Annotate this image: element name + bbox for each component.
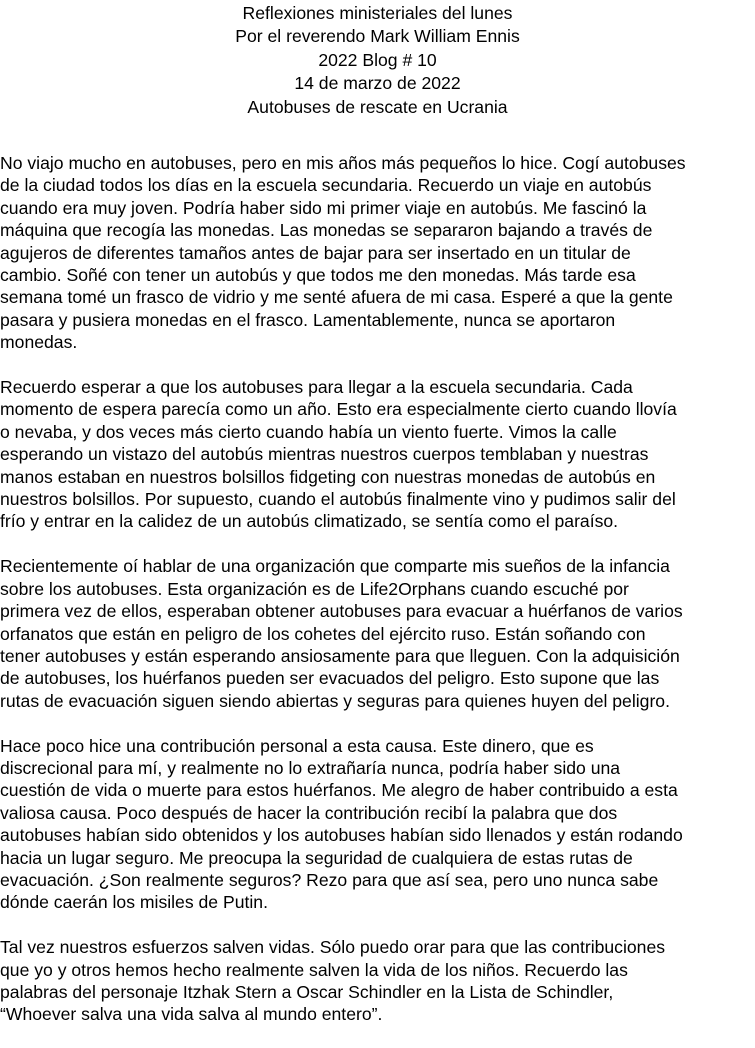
text-line: Recientemente oí hablar de una organización que comparte mis sueños de la infancia xyxy=(0,556,670,577)
text-line: de la ciudad todos los días en la escuela secundaria. Recuerdo un viaje en autobús xyxy=(0,175,652,196)
text-line: Tal vez nuestros esfuerzos salven vidas. Sólo puedo orar para que las contribuciones xyxy=(0,937,666,958)
text-line: que yo y otros hemos hecho realmente salven la vida de los niños. Recuerdo las xyxy=(0,959,628,980)
text-line: Hace poco hice una contribución personal a esta causa. Este dinero, que es xyxy=(0,735,594,756)
paragraph-2 xyxy=(0,376,755,533)
text-line: No viajo mucho en autobuses, pero en mis años más pequeños lo hice. Cogí autobuses xyxy=(0,153,686,173)
text-line: cuestión de vida o muerte para estos huérfanos. Me alegro de haber contribuido a esta xyxy=(0,780,678,801)
text-line: de autobuses, los huérfanos pueden ser evacuados del peligro. Esto supone que las xyxy=(0,668,660,689)
document-body xyxy=(0,152,755,1048)
text-line: máquina que recogía las monedas. Las monedas se separaron bajando a través de xyxy=(0,220,653,241)
text-line: agujeros de diferentes tamaños antes de bajar para ser insertado en un titular de xyxy=(0,242,631,263)
text-line: primera vez de ellos, esperaban obtener autobuses para evacuar a huérfanos de varios xyxy=(0,601,683,622)
text-line: evacuación. ¿Son realmente seguros? Rezo para que así sea, pero uno nunca sabe xyxy=(0,869,659,890)
text-line: esperando un vistazo del autobús mientras nuestros cuerpos temblaban y nuestras xyxy=(0,444,649,465)
text-line: tener autobuses y están esperando ansiosamente para que lleguen. Con la adquisición xyxy=(0,645,680,666)
text-line: pasara y pusiera monedas en el frasco. Lamentablemente, nunca se aportaron xyxy=(0,309,616,330)
header-post-title: Autobuses de rescate en Ucrania xyxy=(247,96,508,117)
text-line: cuando era muy joven. Podría haber sido mi primer viaje en autobús. Me fascinó la xyxy=(0,197,647,218)
text-line: palabras del personaje Itzhak Stern a Oscar Schindler en la Lista de Schindler, xyxy=(0,981,614,1002)
text-line: dónde caerán los misiles de Putin. xyxy=(0,892,268,913)
text-line: o nevaba, y dos veces más cierto cuando había un viento fuerte. Vimos la calle xyxy=(0,421,617,442)
header-blog-number: 2022 Blog # 10 xyxy=(318,49,437,70)
text-line: valiosa causa. Poco después de hacer la contribución recibí la palabra que dos xyxy=(0,802,618,823)
header-date: 14 de marzo de 2022 xyxy=(294,73,461,94)
text-line: orfanatos que están en peligro de los cohetes del ejército ruso. Están soñando con xyxy=(0,623,646,644)
paragraph-4 xyxy=(0,735,755,914)
header-author: Por el reverendo Mark William Ennis xyxy=(235,26,520,47)
text-line: cambio. Soñé con tener un autobús y que todos me den monedas. Más tarde esa xyxy=(0,265,636,286)
text-line: frío y entrar en la calidez de un autobús climatizado, se sentía como el paraíso. xyxy=(0,511,619,532)
text-line: manos estaban en nuestros bolsillos fidgeting con nuestras monedas de autobús en xyxy=(0,466,656,487)
text-line: monedas. xyxy=(0,332,78,353)
text-line: discrecional para mí, y realmente no lo extrañaría nunca, podría haber sido una xyxy=(0,757,621,778)
text-line: sobre los autobuses. Esta organización es de Life2Orphans cuando escuché por xyxy=(0,578,629,599)
paragraph-3 xyxy=(0,555,755,712)
text-line: nuestros bolsillos. Por supuesto, cuando el autobús finalmente vino y pudimos salir del xyxy=(0,489,676,510)
text-line: semana tomé un frasco de vidrio y me senté afuera de mi casa. Esperé a que la gente xyxy=(0,287,673,308)
text-line: autobuses habían sido obtenidos y los autobuses habían sido llenados y están rodando xyxy=(0,825,683,846)
header-title: Reflexiones ministeriales del lunes xyxy=(242,3,513,23)
paragraph-1 xyxy=(0,152,755,354)
text-line: hacia un lugar seguro. Me preocupa la seguridad de cualquiera de estas rutas de xyxy=(0,847,633,868)
text-line: rutas de evacuación siguen siendo abiertas y seguras para quienes huyen del peligro. xyxy=(0,690,670,711)
document-header xyxy=(0,2,755,119)
paragraph-5 xyxy=(0,936,755,1026)
text-line: “Whoever salva una vida salva al mundo entero”. xyxy=(0,1004,383,1025)
text-line: momento de espera parecía como un año. Esto era especialmente cierto cuando llovía xyxy=(0,399,677,420)
text-line: Recuerdo esperar a que los autobuses para llegar a la escuela secundaria. Cada xyxy=(0,377,633,398)
